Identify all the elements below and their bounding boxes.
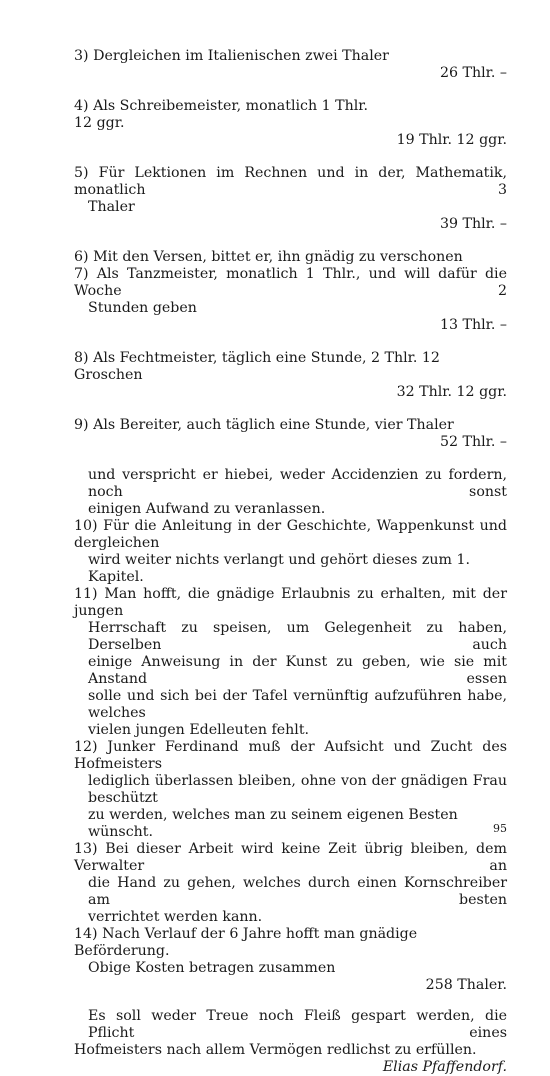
block-line-14: die Hand zu gehen, welches durch einen Kornschreiber am besten — [88, 875, 507, 908]
item-8-amount: 32 Thlr. 12 ggr. — [396, 384, 507, 400]
item-4-line-2: 12 ggr. — [74, 115, 125, 131]
signature: Elias Pfaffendorf. — [382, 1059, 507, 1075]
block-line-6: Herrschaft zu speisen, um Gelegenheit zu haben, Derselben auch — [88, 620, 507, 653]
item-7-line-2: Stunden geben — [88, 300, 197, 316]
block-line-11: lediglich überlassen bleiben, ohne von der gnädigen Frau beschützt — [88, 773, 507, 806]
item-9-amount: 52 Thlr. – — [439, 434, 507, 450]
document-page — [74, 48, 507, 1076]
closing-line-1: Es soll weder Treue noch Fleiß gespart werden, die Pflicht eines — [88, 1008, 507, 1041]
item-4-line-1: 4) Als Schreibemeister, monatlich 1 Thlr. — [74, 98, 369, 114]
block-line-8: solle und sich bei der Tafel vernünftig aufzuführen habe, welches — [88, 688, 507, 721]
total-amount: 258 Thaler. — [425, 977, 507, 993]
block-line-16: 14) Nach Verlauf der 6 Jahre hofft man gnädige Beförderung. — [74, 926, 418, 959]
item-7-line-1: 7) Als Tanzmeister, monatlich 1 Thlr., und will dafür die Woche 2 — [74, 266, 507, 299]
block-line-12: zu werden, welches man zu seinem eigenen Besten wünscht. — [88, 807, 458, 840]
item-4-amount: 19 Thlr. 12 ggr. — [396, 132, 507, 148]
block-line-4: wird weiter nichts verlangt und gehört dieses zum 1. Kapitel. — [88, 552, 471, 585]
item-7-amount: 13 Thlr. – — [439, 317, 507, 333]
item-3-line-1: 3) Dergleichen im Italienischen zwei Thaler — [74, 48, 389, 64]
item-5-line-2: Thaler — [88, 199, 135, 215]
block-line-5: 11) Man hofft, die gnädige Erlaubnis zu erhalten, mit der jungen — [74, 586, 507, 619]
item-6-line-1: 6) Mit den Versen, bittet er, ihn gnädig zu verschonen — [74, 249, 463, 265]
page-number: 95 — [493, 822, 507, 835]
block-line-9: vielen jungen Edelleuten fehlt. — [88, 722, 310, 738]
block-line-15: verrichtet werden kann. — [88, 909, 263, 925]
block-line-1: und verspricht er hiebei, weder Accidenzien zu fordern, noch sonst — [88, 467, 507, 500]
item-9-line-1: 9) Als Bereiter, auch täglich eine Stunde, vier Thaler — [74, 417, 454, 433]
closing-line-2: Hofmeisters nach allem Vermögen redlichst zu erfüllen. — [74, 1042, 477, 1058]
block-line-7: einige Anweisung in der Kunst zu geben, wie sie mit Anstand essen — [88, 654, 507, 687]
item-5-amount: 39 Thlr. – — [439, 216, 507, 232]
item-8-line-1: 8) Als Fechtmeister, täglich eine Stunde, 2 Thlr. 12 Groschen — [74, 350, 440, 383]
item-5-line-1: 5) Für Lektionen im Rechnen und in der, Mathematik, monatlich 3 — [74, 165, 507, 198]
block-line-13: 13) Bei dieser Arbeit wird keine Zeit übrig bleiben, dem Verwalter an — [74, 841, 507, 874]
block-line-10: 12) Junker Ferdinand muß der Aufsicht und Zucht des Hofmeisters — [74, 739, 507, 772]
item-3-amount: 26 Thlr. – — [439, 65, 507, 81]
block-line-3: 10) Für die Anleitung in der Geschichte, Wappenkunst und dergleichen — [74, 518, 507, 551]
block-line-2: einigen Aufwand zu veranlassen. — [88, 501, 326, 517]
block-line-17: Obige Kosten betragen zusammen — [88, 960, 336, 976]
